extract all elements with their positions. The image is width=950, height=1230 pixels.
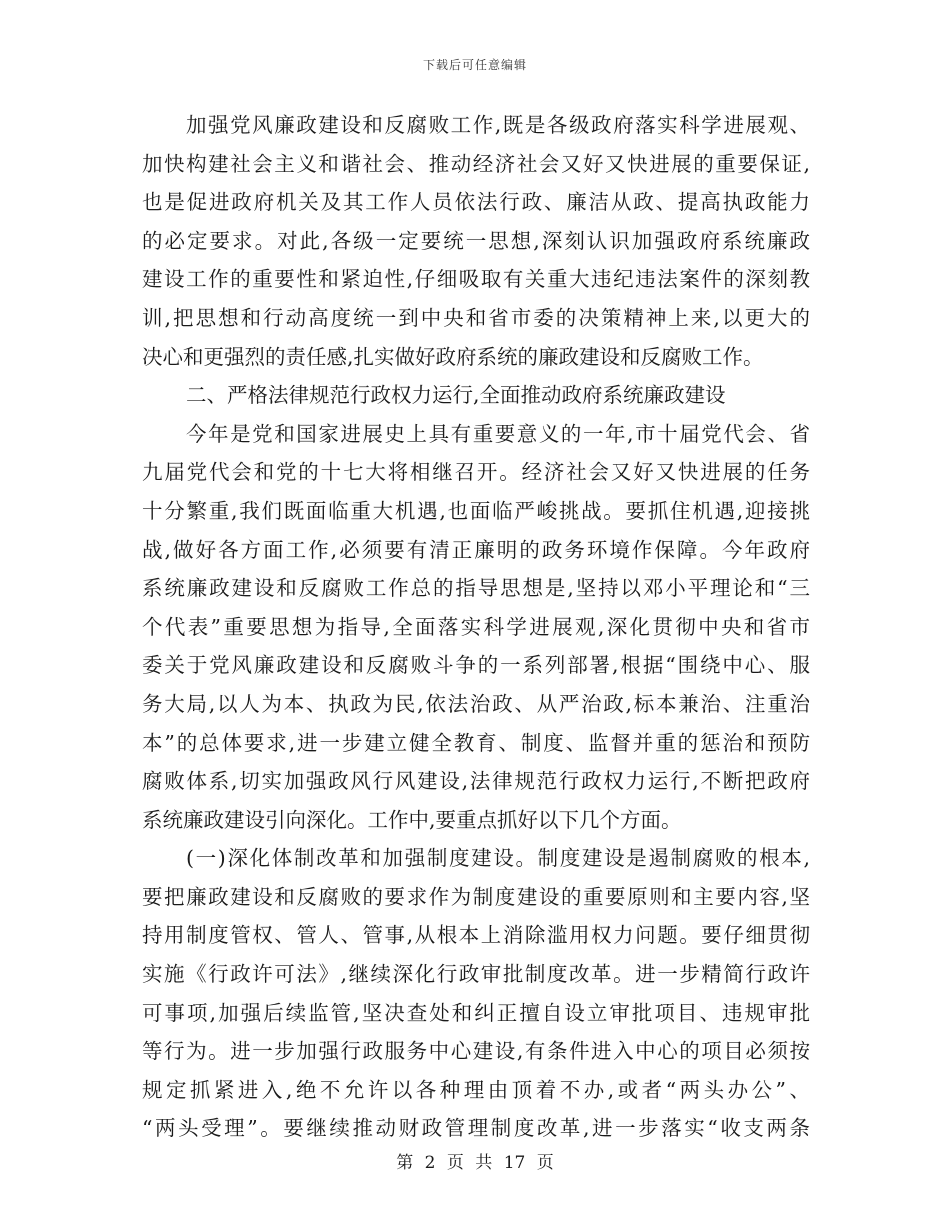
paragraph-line: 要把廉政建设和反腐败的要求作为制度建设的重要原则和主要内容,坚: [142, 884, 810, 909]
paragraph-line: “两头受理”。要继续推动财政管理制度改革,进一步落实“收支两条: [142, 1116, 810, 1141]
document-body: [142, 106, 810, 1148]
paragraph-line: 战,做好各方面工作,必须要有清正廉明的政务环境作保障。今年政府: [142, 537, 810, 562]
paragraph-line: 实施《行政许可法》,继续深化行政审批制度改革。进一步精简行政许: [142, 962, 810, 987]
paragraph-line: 持用制度管权、管人、管事,从根本上消除滥用权力问题。要仔细贯彻: [142, 923, 810, 948]
paragraph-line: 也是促进政府机关及其工作人员依法行政、廉洁从政、提高执政能力: [142, 190, 810, 215]
paragraph-line: 加快构建社会主义和谐社会、推动经济社会又好又快进展的重要保证,: [142, 151, 810, 176]
page-number: 第 2 页 共 17 页: [396, 1153, 554, 1173]
paragraph-line: (一)深化体制改革和加强制度建设。制度建设是遏制腐败的根本,: [186, 846, 810, 871]
paragraph-line: 加强党风廉政建设和反腐败工作,既是各级政府落实科学进展观、: [186, 113, 810, 137]
paragraph-line: 系统廉政建设引向深化。工作中,要重点抓好以下几个方面。: [142, 807, 682, 832]
paragraph-line: 委关于党风廉政建设和反腐败斗争的一系列部署,根据“围绕中心、服: [142, 653, 810, 678]
paragraph-line: 系统廉政建设和反腐败工作总的指导思想是,坚持以邓小平理论和“三: [142, 576, 810, 601]
paragraph-line: 建设工作的重要性和紧迫性,仔细吸取有关重大违纪违法案件的深刻教: [142, 267, 810, 292]
paragraph-line: 十分繁重,我们既面临重大机遇,也面临严峻挑战。要抓住机遇,迎接挑: [142, 498, 810, 523]
paragraph-line: 今年是党和国家进展史上具有重要意义的一年,市十届党代会、省: [186, 421, 810, 446]
paragraph-line: 决心和更强烈的责任感,扎实做好政府系统的廉政建设和反腐败工作。: [142, 344, 764, 369]
paragraph-line: 本”的总体要求,进一步建立健全教育、制度、监督并重的惩治和预防: [142, 730, 810, 755]
paragraph-line: 务大局,以人为本、执政为民,依法治政、从严治政,标本兼治、注重治: [142, 691, 810, 716]
paragraph-line: 的必定要求。对此,各级一定要统一思想,深刻认识加强政府系统廉政: [142, 228, 810, 253]
paragraph-line: 规定抓紧进入,绝不允许以各种理由顶着不办,或者“两头办公”、: [142, 1077, 810, 1102]
paragraph-line: 可事项,加强后续监管,坚决查处和纠正擅自设立审批项目、违规审批: [142, 1000, 810, 1025]
paragraph-line: 九届党代会和党的十七大将相继召开。经济社会又好又快进展的任务: [142, 460, 810, 485]
section-heading: 二、严格法律规范行政权力运行,全面推动政府系统廉政建设: [186, 383, 726, 408]
paragraph-line: 腐败体系,切实加强政风行风建设,法律规范行政权力运行,不断把政府: [142, 769, 810, 794]
page-header: 下载后可任意编辑: [422, 58, 527, 72]
paragraph-line: 训,把思想和行动高度统一到中央和省市委的决策精神上来,以更大的: [142, 305, 810, 330]
paragraph-line: 等行为。进一步加强行政服务中心建设,有条件进入中心的项目必须按: [142, 1039, 810, 1064]
paragraph-line: 个代表”重要思想为指导,全面落实科学进展观,深化贯彻中央和省市: [142, 614, 810, 639]
